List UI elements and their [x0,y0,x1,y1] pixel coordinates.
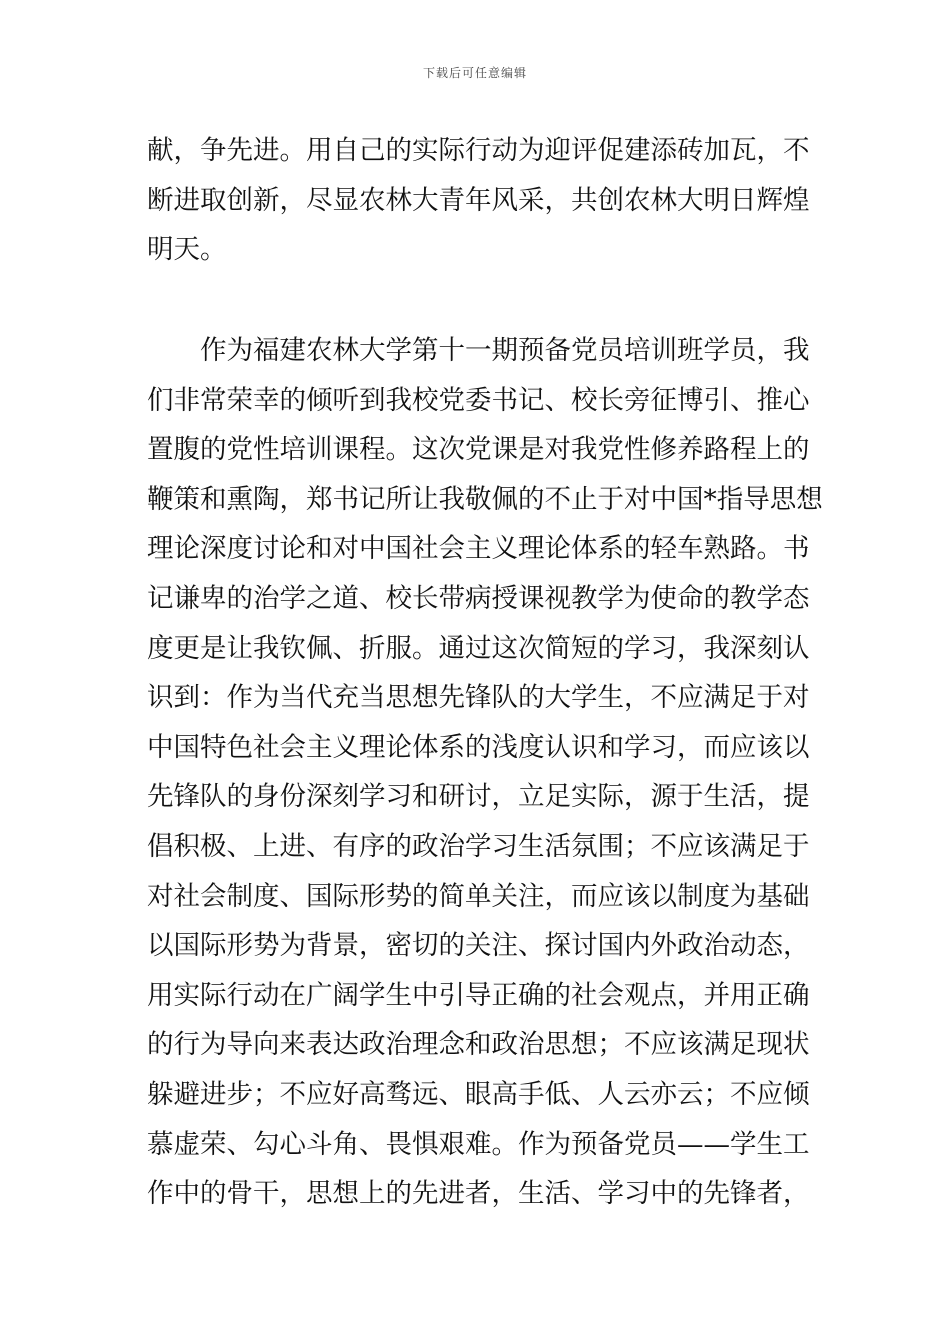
paragraph-line: 献，争先进。用自己的实际行动为迎评促建添砖加瓦，不 [147,135,810,166]
paragraph-line: 作中的骨干，思想上的先进者，生活、学习中的先锋者， [147,1178,810,1210]
page-header: 下载后可任意编辑 [422,66,527,80]
paragraph-line: 记谦卑的治学之道、校长带病授课视教学为使命的教学态 [147,582,810,614]
paragraph-line: 用实际行动在广阔学生中引导正确的社会观点，并用正确 [147,979,810,1011]
paragraph-line: 躲避进步；不应好高骛远、眼高手低、人云亦云；不应倾 [147,1078,810,1110]
paragraph-line: 识到：作为当代充当思想先锋队的大学生，不应满足于对 [147,682,810,714]
paragraph-2 [147,326,823,1219]
paragraph-line: 理论深度讨论和对中国社会主义理论体系的轻车熟路。书 [147,533,810,565]
paragraph-line: 先锋队的身份深刻学习和研讨，立足实际，源于生活，提 [147,781,810,813]
paragraph-line: 以国际形势为背景，密切的关注、探讨国内外政治动态， [147,930,810,962]
paragraph-line: 中国特色社会主义理论体系的浅度认识和学习，而应该以 [147,731,810,763]
paragraph-line: 度更是让我钦佩、折服。通过这次简短的学习，我深刻认 [147,632,810,664]
paragraph-line: 对社会制度、国际形势的简单关注，而应该以制度为基础 [147,880,810,912]
paragraph-1 [147,126,810,275]
paragraph-line: 的行为导向来表达政治理念和政治思想；不应该满足现状 [147,1029,810,1061]
paragraph-line: 明天。 [147,234,227,266]
paragraph-line: 慕虚荣、勾心斗角、畏惧艰难。作为预备党员——学生工 [147,1128,810,1160]
paragraph-line: 断进取创新，尽显农林大青年风采，共创农林大明日辉煌 [147,184,810,216]
paragraph-line: 鞭策和熏陶，郑书记所让我敬佩的不止于对中国*指导思想 [147,483,823,515]
paragraph-line: 置腹的党性培训课程。这次党课是对我党性修养路程上的 [147,434,810,466]
paragraph-line: 们非常荣幸的倾听到我校党委书记、校长旁征博引、推心 [147,384,810,416]
paragraph-line: 倡积极、上进、有序的政治学习生活氛围；不应该满足于 [147,830,810,862]
paragraph-line: 作为福建农林大学第十一期预备党员培训班学员，我 [200,335,810,366]
